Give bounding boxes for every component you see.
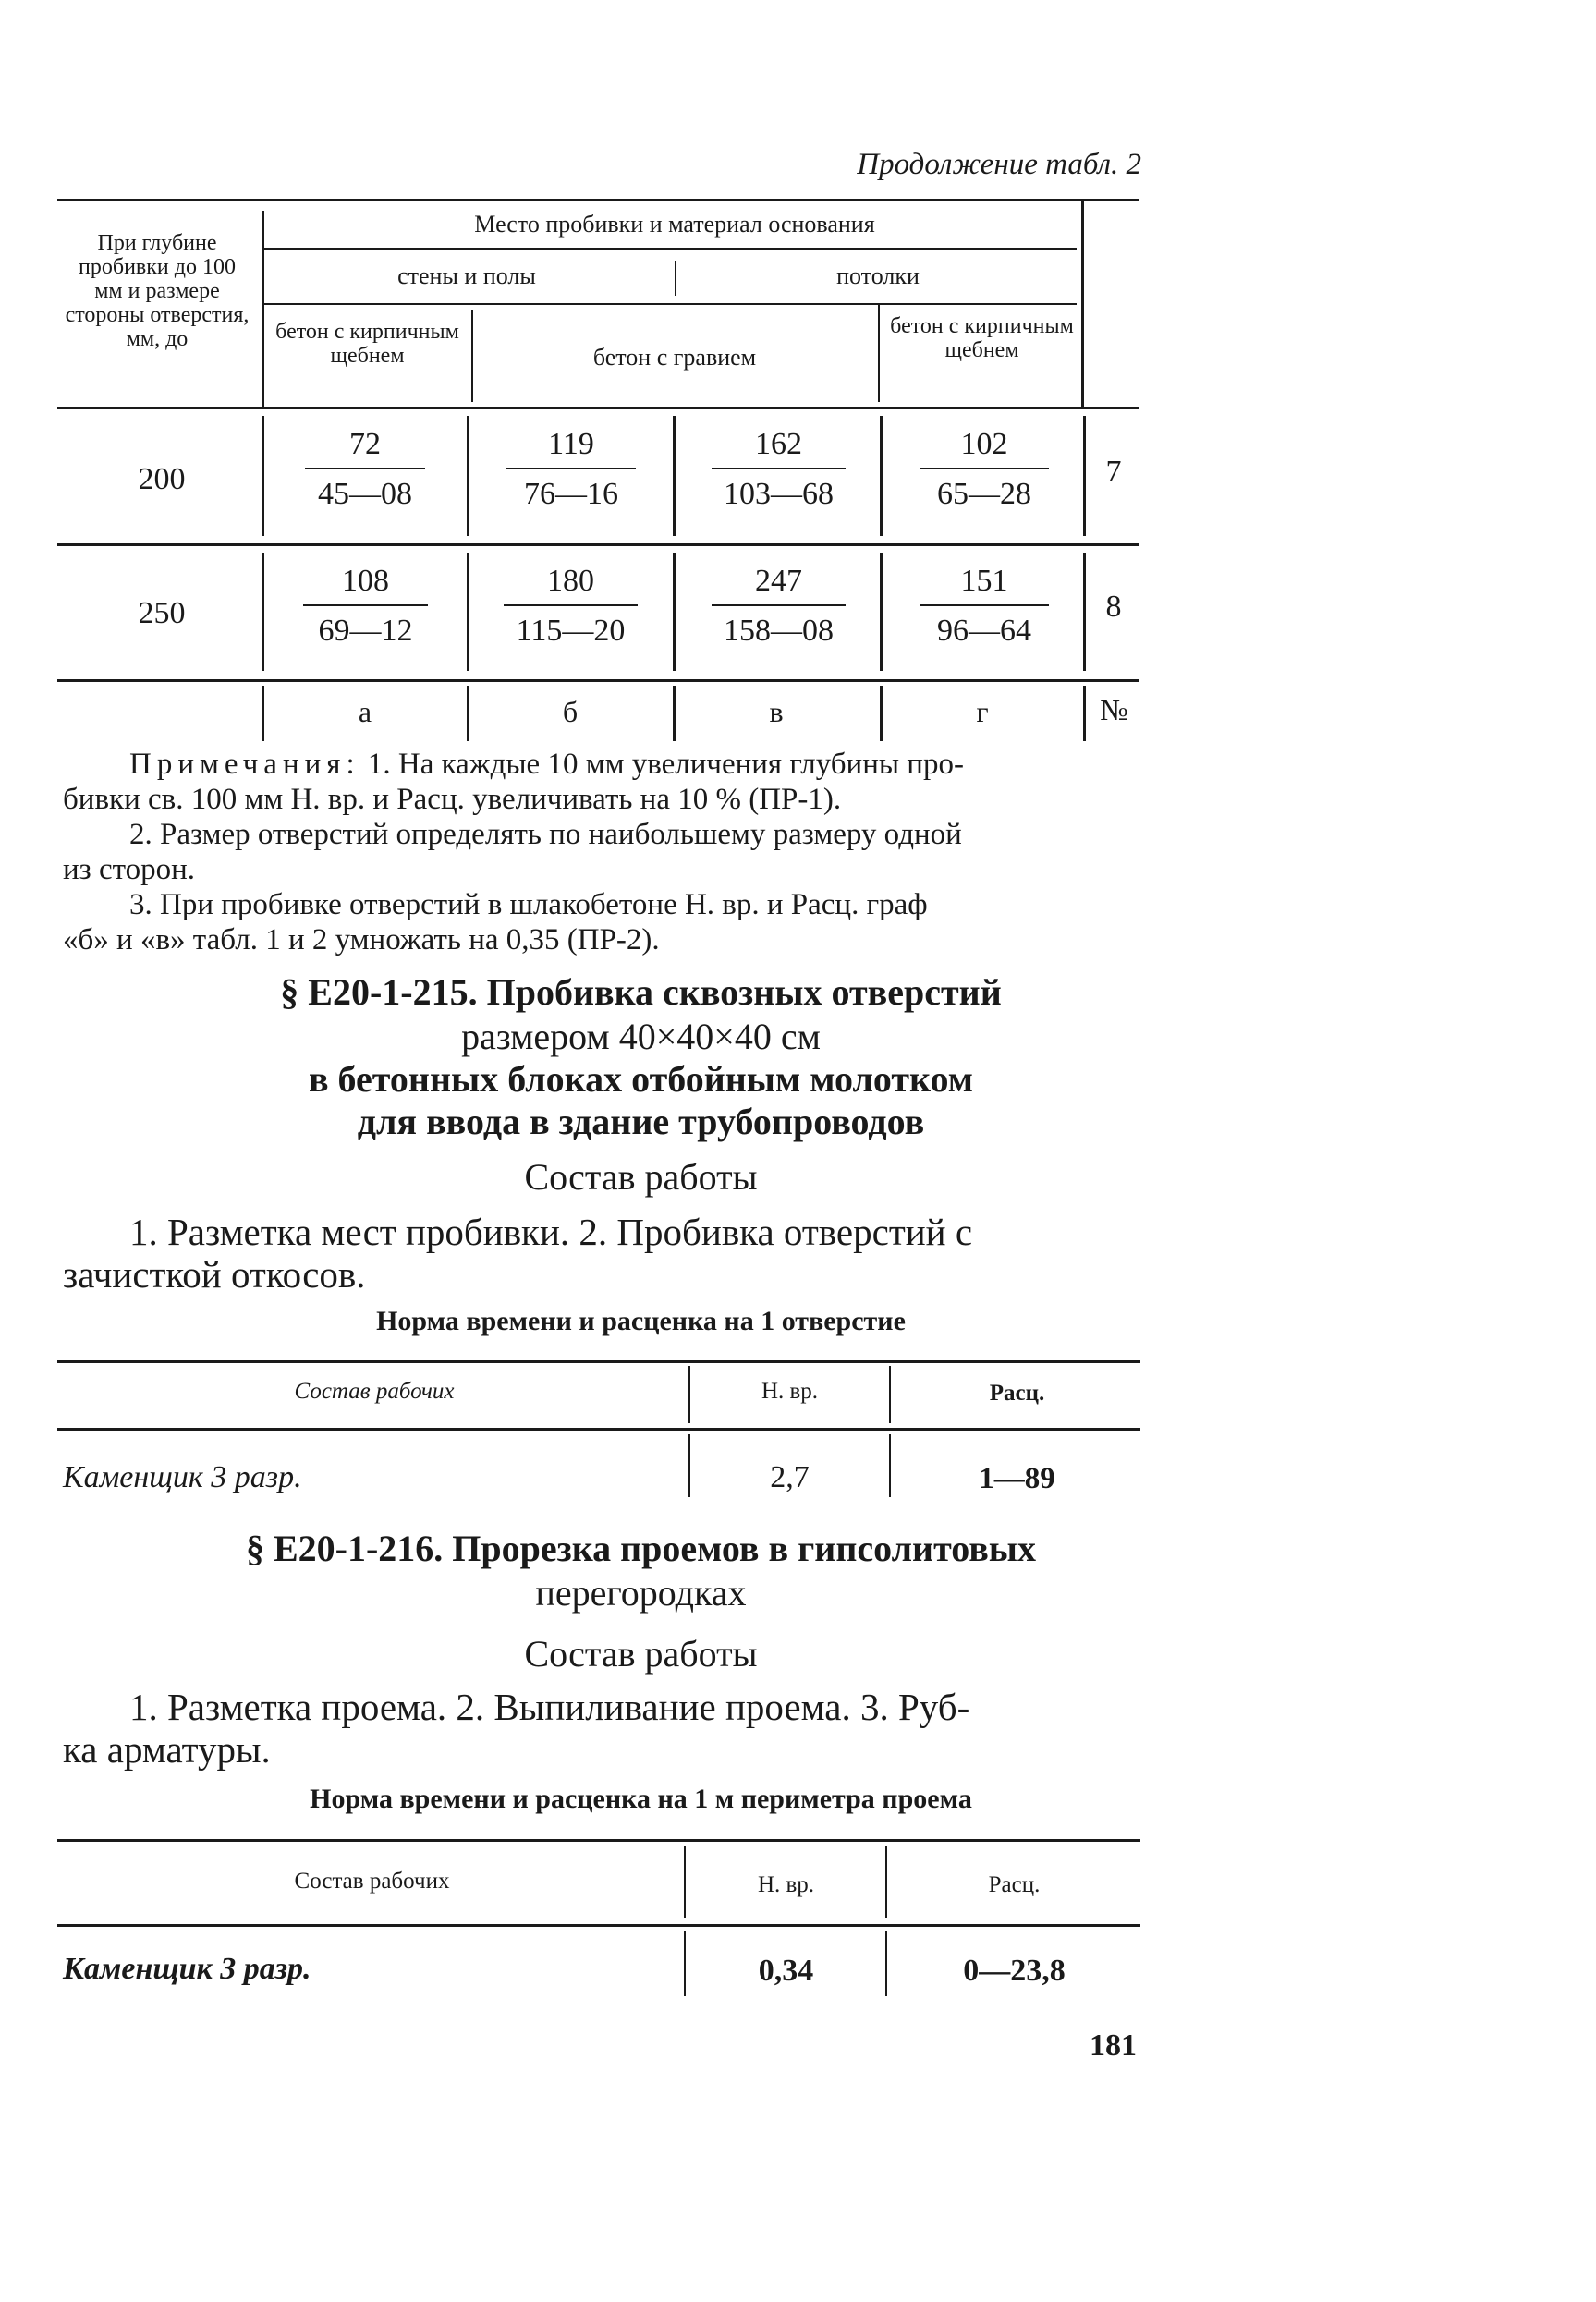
nvr-cell: 2,7 — [770, 1460, 810, 1494]
col-nvr-header: Н. вр. — [761, 1379, 819, 1404]
nvr-cell: 0,34 — [758, 1954, 814, 1988]
note-1-line-1: 1. На каждые 10 мм увеличения глубины про- — [367, 748, 964, 781]
section-216-title-l1: § Е20-1-216. Прорезка проемов в гипсолитовых — [245, 1528, 1037, 1569]
column-letter: б — [562, 695, 579, 728]
section-215-work-line-1: 1. Разметка мест пробивки. 2. Пробивка отверстий с — [129, 1211, 973, 1253]
cell-value: $\frac{72}{45—08}$ — [305, 427, 425, 512]
column-letter: а — [358, 695, 372, 728]
row-number: 8 — [1105, 590, 1122, 624]
column-letter: в — [769, 695, 784, 728]
rate-cell: 0—23,8 — [963, 1954, 1066, 1988]
note-2-line-2: из сторон. — [63, 853, 195, 886]
col-nvr-header: Н. вр. — [757, 1872, 815, 1897]
cell-value: $\frac{162}{103—68}$ — [712, 427, 846, 512]
header-brick-rubble-2: бетон с кирпичным щебнем — [890, 314, 1074, 362]
cell-value: $\frac{180}{115—20}$ — [504, 564, 638, 649]
column-letter: г — [976, 695, 989, 728]
section-216-norm-title: Норма времени и расценка на 1 м периметра проема — [310, 1784, 972, 1814]
number-label: № — [1100, 693, 1128, 726]
col-workers-header: Состав рабочих — [294, 1379, 455, 1404]
section-215-work-line-2: зачисткой откосов. — [63, 1253, 366, 1296]
section-216-work-line-1: 1. Разметка проема. 2. Выпиливание проема. 3. Руб- — [129, 1686, 970, 1728]
notes-label: Примечания: — [129, 748, 360, 781]
header-gravel: бетон с гравием — [592, 344, 757, 371]
col-workers-header: Состав рабочих — [294, 1869, 450, 1894]
rate-cell: 1—89 — [979, 1462, 1055, 1495]
section-215-title-l1: § Е20-1-215. Пробивка сквозных отверстий — [280, 971, 1002, 1013]
header-ceilings: потолки — [836, 262, 920, 289]
note-3-line-2: «б» и «в» табл. 1 и 2 умножать на 0,35 (ПР-2). — [63, 923, 660, 956]
section-216-title-l2: перегородках — [535, 1572, 747, 1614]
section-215-title-l2: размером 40×40×40 см — [461, 1016, 821, 1057]
col-rate-header: Расц. — [988, 1872, 1041, 1897]
worker-cell: Каменщик 3 разр. — [63, 1460, 302, 1494]
section-215-work-title: Состав работы — [524, 1156, 758, 1198]
cell-value: $\frac{119}{76—16}$ — [506, 427, 636, 512]
continuation-label: Продолжение табл. 2 — [857, 148, 1141, 181]
worker-cell: Каменщик 3 разр. — [63, 1952, 311, 1986]
section-216-work-title: Состав работы — [524, 1633, 758, 1675]
cell-value: $\frac{102}{65—28}$ — [920, 427, 1049, 512]
cell-value: $\frac{247}{158—08}$ — [712, 564, 846, 649]
header-depth: При глубине пробивки до 100 мм и размере стороны отверстия, мм, до — [65, 231, 250, 351]
note-2-line-1: 2. Размер отверстий определять по наибольшему размеру одной — [129, 818, 962, 851]
row-number: 7 — [1105, 455, 1122, 489]
cell-value: $\frac{108}{69—12}$ — [303, 564, 428, 649]
row-size: 250 — [138, 596, 186, 630]
section-216-work-line-2: ка арматуры. — [63, 1728, 271, 1771]
header-brick-rubble-1: бетон с кирпичным щебнем — [275, 320, 459, 368]
note-1-line-2: бивки св. 100 мм Н. вр. и Расц. увеличивать на 10 % (ПР-1). — [63, 783, 842, 816]
header-place-material: Место пробивки и материал основания — [474, 211, 875, 238]
note-3-line-1: 3. При пробивке отверстий в шлакобетоне Н. вр. и Расц. граф — [129, 888, 928, 921]
col-rate-header: Расц. — [989, 1381, 1045, 1406]
section-215-norm-title: Норма времени и расценка на 1 отверстие — [376, 1306, 906, 1336]
section-215-title-l3: в бетонных блоках отбойным молотком — [308, 1058, 974, 1100]
section-215-title-l4: для ввода в здание трубопроводов — [357, 1101, 925, 1142]
header-walls-floors: стены и полы — [397, 262, 536, 289]
cell-value: $\frac{151}{96—64}$ — [920, 564, 1049, 649]
row-size: 200 — [138, 462, 186, 496]
page-number: 181 — [1090, 2028, 1137, 2063]
